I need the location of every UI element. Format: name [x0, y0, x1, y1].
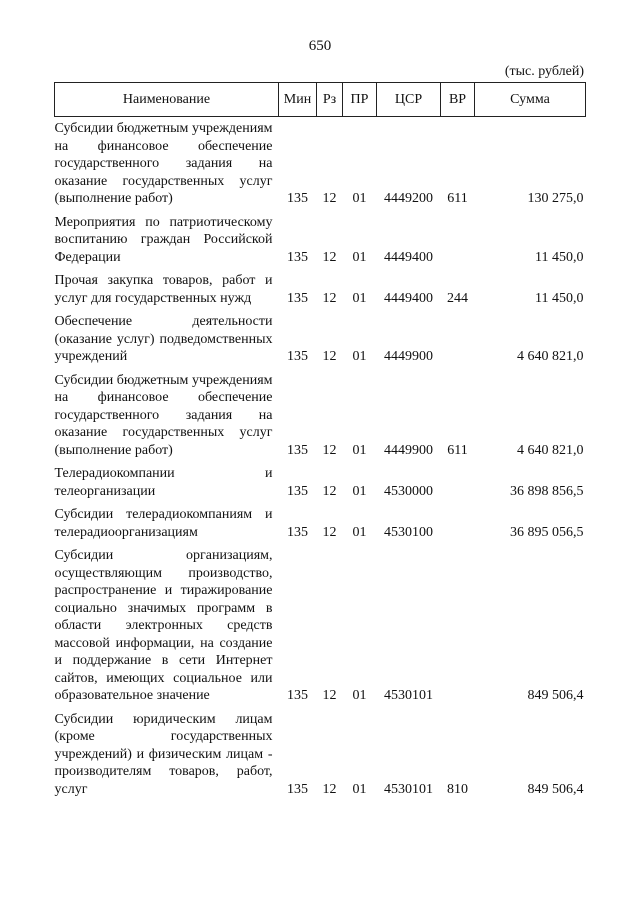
row-rz: 12: [322, 781, 337, 797]
table-row: [55, 369, 586, 463]
row-csr: 4449400: [384, 249, 433, 265]
row-name: Субсидии телерадиокомпаниям и телерадиоорганизациям: [54, 507, 273, 540]
row-pr: 01: [352, 781, 367, 797]
header-pr: ПР: [343, 83, 377, 117]
row-name: Субсидии юридическим лицам (кроме государственных учреждений) и физическим лицам - производителям товаров, работ, услуг: [54, 711, 273, 797]
row-sum: 36 895 056,5: [510, 524, 584, 540]
row-csr: 4449200: [384, 191, 433, 206]
table-row: [55, 708, 586, 802]
row-min: 135: [287, 349, 308, 364]
row-rz: 12: [322, 688, 337, 703]
row-pr: 01: [352, 191, 367, 206]
row-csr: 4449400: [384, 290, 433, 306]
units-label: (тыс. рублей): [504, 64, 584, 79]
row-vr: [441, 211, 475, 270]
row-sum: 849 506,4: [527, 688, 584, 703]
header-vr: ВР: [441, 83, 475, 117]
row-name: Мероприятия по патриотическому воспитанию граждан Российской Федерации: [54, 214, 273, 265]
row-vr: [441, 462, 475, 503]
row-sum: 36 898 856,5: [510, 483, 584, 499]
row-csr: 4449900: [384, 349, 433, 364]
table-row: [55, 211, 586, 270]
row-min: 135: [287, 442, 308, 458]
row-pr: 01: [352, 290, 367, 306]
header-rz: Рз: [317, 83, 343, 117]
row-sum: 11 450,0: [535, 249, 584, 265]
row-rz: 12: [322, 191, 337, 206]
row-rz: 12: [322, 349, 337, 364]
row-vr: 611: [447, 442, 468, 458]
row-pr: 01: [352, 249, 367, 265]
row-vr: [441, 310, 475, 369]
table-row: [55, 462, 586, 503]
row-name: Субсидии организациям, осуществляющим производство, распространение и тиражирование социально значимых программ в области электронных средств массовой информации, на создание и поддержание в сети Интернет сайтов, имеющих социальное или образовательное значение: [54, 548, 273, 703]
header-sum: Сумма: [475, 83, 586, 117]
row-csr: 4530101: [384, 688, 433, 703]
table-row: [55, 503, 586, 544]
row-csr: 4449900: [384, 442, 433, 458]
row-min: 135: [287, 524, 308, 540]
row-rz: 12: [322, 249, 337, 265]
row-min: 135: [287, 249, 308, 265]
header-min: Мин: [279, 83, 317, 117]
table-header-row: [55, 83, 586, 117]
row-rz: 12: [322, 483, 337, 499]
row-pr: 01: [352, 524, 367, 540]
table-row: [55, 310, 586, 369]
row-vr: 244: [447, 290, 468, 306]
row-vr: 611: [447, 191, 468, 206]
row-csr: 4530101: [384, 781, 433, 797]
row-name: Обеспечение деятельности (оказание услуг) подведомственных учреждений: [54, 314, 273, 364]
page-number: 650: [308, 38, 332, 54]
row-name: Телерадиокомпании и телеорганизации: [54, 466, 273, 499]
row-csr: 4530100: [384, 524, 433, 540]
row-rz: 12: [322, 290, 337, 306]
row-csr: 4530000: [384, 483, 433, 499]
row-rz: 12: [322, 442, 337, 458]
row-sum: 11 450,0: [535, 290, 584, 306]
row-pr: 01: [352, 349, 367, 364]
row-rz: 12: [322, 524, 337, 540]
budget-table: [54, 82, 586, 801]
row-min: 135: [287, 781, 308, 797]
row-min: 135: [287, 688, 308, 703]
row-vr: 810: [447, 781, 468, 797]
table-row: [55, 269, 586, 310]
row-sum: 4 640 821,0: [517, 442, 584, 458]
table-row: [55, 544, 586, 708]
row-pr: 01: [352, 442, 367, 458]
row-pr: 01: [352, 483, 367, 499]
row-name: Прочая закупка товаров, работ и услуг для государственных нужд: [54, 273, 273, 306]
row-name: Субсидии бюджетным учреждениям на финансовое обеспечение государственного задания на оказание государственных услуг (выполнение работ): [54, 372, 273, 458]
table-row: [55, 117, 586, 211]
row-min: 135: [287, 483, 308, 499]
row-sum: 130 275,0: [527, 191, 584, 206]
row-sum: 849 506,4: [527, 781, 584, 797]
row-vr: [441, 503, 475, 544]
header-csr: ЦСР: [377, 83, 441, 117]
header-name: Наименование: [55, 83, 279, 117]
row-vr: [441, 544, 475, 708]
row-min: 135: [287, 290, 308, 306]
row-min: 135: [287, 191, 308, 206]
row-sum: 4 640 821,0: [517, 349, 584, 364]
row-name: Субсидии бюджетным учреждениям на финансовое обеспечение государственного задания на оказание государственных услуг (выполнение работ): [54, 121, 273, 206]
row-pr: 01: [352, 688, 367, 703]
